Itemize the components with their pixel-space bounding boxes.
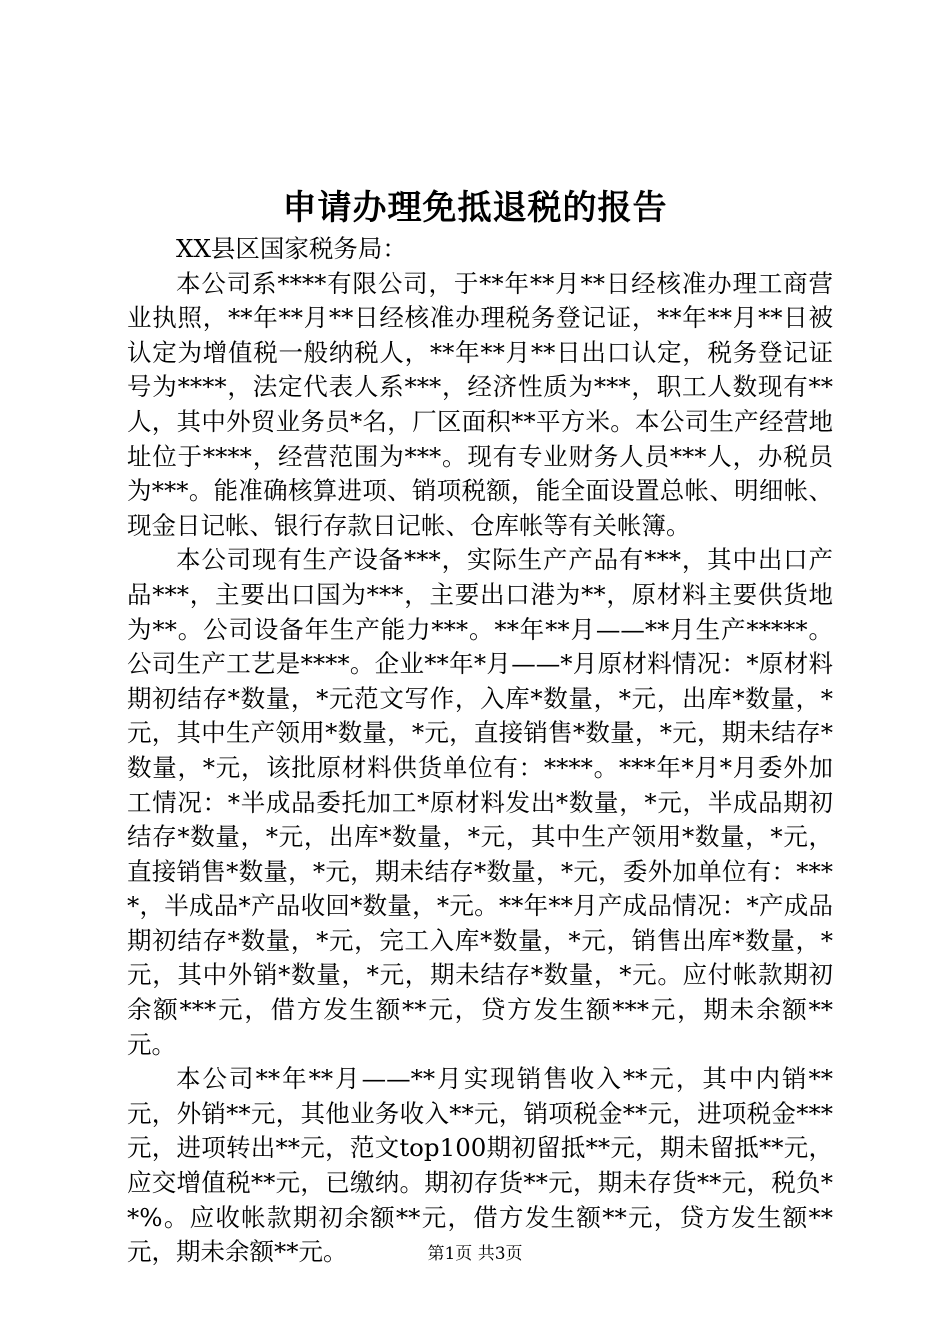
page-title: 申请办理免抵退税的报告 — [282, 188, 668, 228]
paragraph-sales-info: 本公司**年**月——**月实现销售收入**元，其中内销**元，外销**元，其他业务收入**元，销项税金**元，进项税金***元，进项转出**元，范文top100期初留抵**元，期未留抵**元，应交增值税**元，已缴纳。期初存货**元，期未存货**元，税负**%。应收帐款期初余额**元，借方发生额**元，贷方发生额**元，期未余额**元。 — [127, 1064, 833, 1267]
document-body — [127, 232, 833, 1270]
page-footer: 第1页 共3页 — [427, 1244, 523, 1264]
salutation: XX县区国家税务局： — [176, 234, 407, 263]
paragraph-production-info: 本公司现有生产设备***，实际生产产品有***，其中出口产品***，主要出口国为***，主要出口港为**，原材料主要供货地为**。公司设备年生产能力***。**年**月——**月生产*****。公司生产工艺是****。企业**年*月——*月原材料情况：*原材料期初结存*数量，*元范文写作，入库*数量，*元，出库*数量，*元，其中生产领用*数量，*元，直接销售*数量，*元，期未结存*数量，*元，该批原材料供货单位有：****。***年*月*月委外加工情况：*半成品委托加工*原材料发出*数量，*元，半成品期初结存*数量，*元，出库*数量，*元，其中生产领用*数量，*元，直接销售*数量，*元，期未结存*数量，*元，委外加单位有：****，半成品*产品收回*数量，*元。**年**月产成品情况：*产成品期初结存*数量，*元，完工入库*数量，*元，销售出库*数量，*元，其中外销*数量，*元，期未结存*数量，*元。应付帐款期初余额***元，借方发生额**元，贷方发生额***元，期未余额**元。 — [127, 545, 833, 1059]
paragraph-company-info: 本公司系****有限公司，于**年**月**日经核准办理工商营业执照，**年**月**日经核准办理税务登记证，**年**月**日被认定为增值税一般纳税人，**年**月**日出口认定，税务登记证号为****，法定代表人系***，经济性质为***，职工人数现有**人，其中外贸业务员*名，厂区面积**平方米。本公司生产经营地址位于****，经营范围为***。现有专业财务人员***人，办税员为***。能准确核算进项、销项税额，能全面设置总帐、明细帐、现金日记帐、银行存款日记帐、仓库帐等有关帐簿。 — [127, 268, 833, 540]
